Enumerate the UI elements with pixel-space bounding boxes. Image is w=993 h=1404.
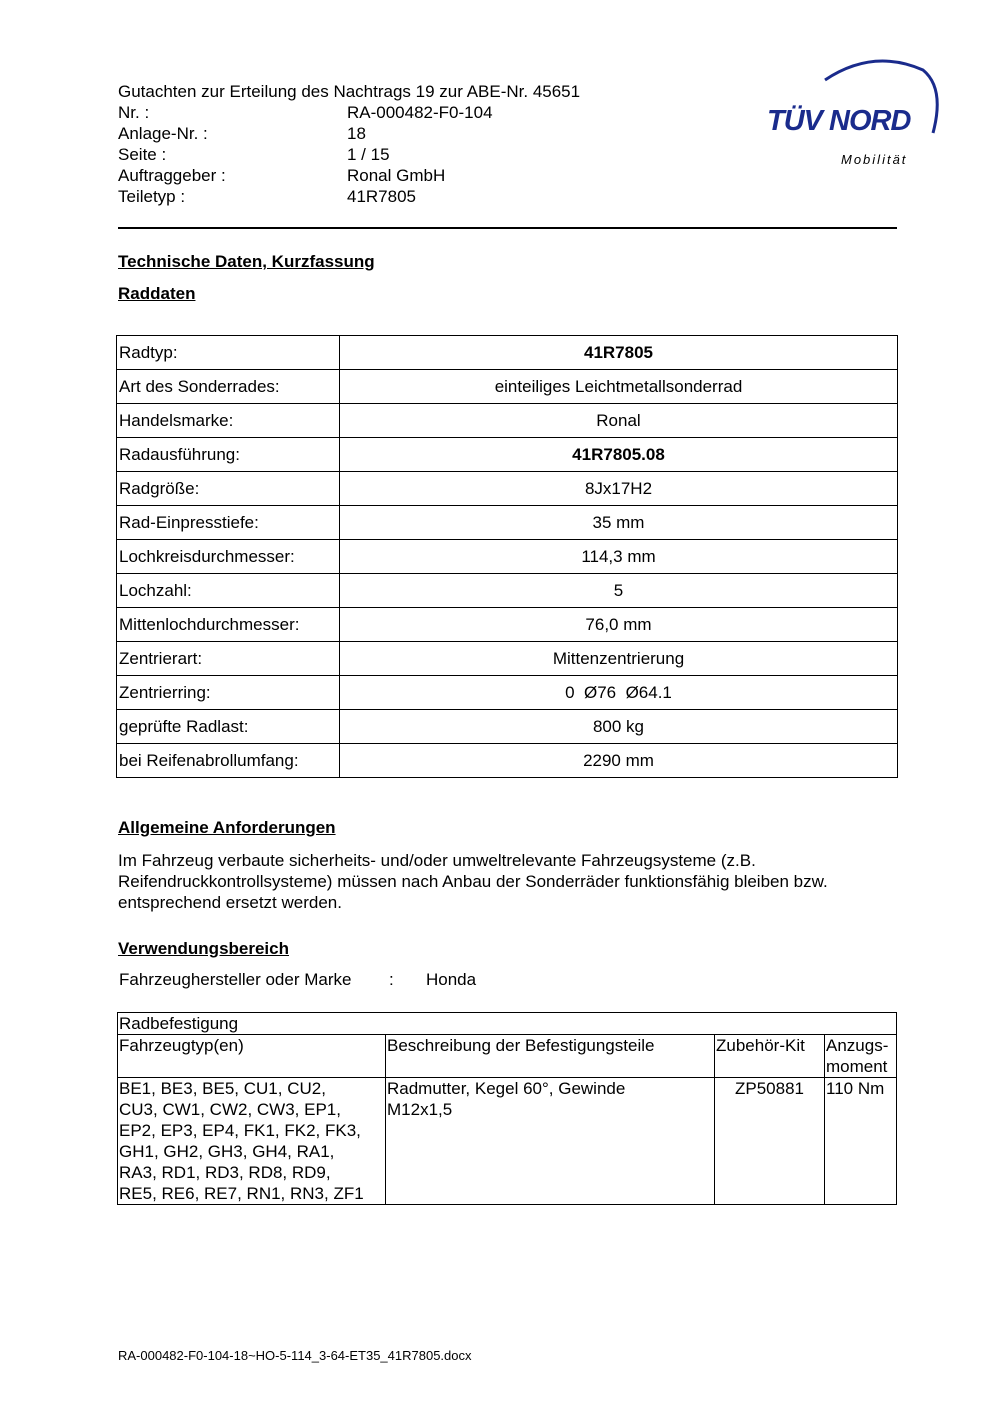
table-caption: Radbefestigung (118, 1013, 897, 1035)
header-line: moment (826, 1057, 888, 1076)
document-title: Gutachten zur Erteilung des Nachtrags 19 zur ABE-Nr. 45651 (118, 82, 581, 101)
table-value: 2290 mm (340, 744, 898, 778)
table-row (117, 574, 898, 608)
fastener-table (117, 1012, 897, 1205)
table-value: 5 (340, 574, 898, 608)
column-header: Fahrzeugtyp(en) (118, 1035, 386, 1078)
table-row (117, 404, 898, 438)
header-key: Seite : (118, 145, 167, 164)
header-line: Anzugs- (826, 1036, 889, 1055)
header-row (118, 165, 493, 186)
fastener-description-cell (386, 1078, 715, 1205)
header-row (118, 186, 493, 207)
table-key: Radgröße: (117, 472, 340, 506)
table-value: Ronal (340, 404, 898, 438)
header-key: Nr. : (118, 103, 150, 122)
table-row (117, 676, 898, 710)
column-header: Zubehör-Kit (715, 1035, 825, 1078)
table-key: Art des Sonderrades: (117, 370, 340, 404)
table-value: 8Jx17H2 (340, 472, 898, 506)
accessory-kit-cell: ZP50881 (715, 1078, 825, 1205)
table-row (117, 710, 898, 744)
table-key: Lochzahl: (117, 574, 340, 608)
header-key: Teiletyp : (118, 187, 186, 206)
manufacturer-line (119, 970, 476, 990)
table-row (117, 506, 898, 540)
table-row (117, 336, 898, 370)
header-key: Anlage-Nr. : (118, 124, 208, 143)
table-key: Radausführung: (117, 438, 340, 472)
vehicle-types-line: RA3, RD1, RD3, RD8, RD9, (119, 1163, 331, 1182)
table-value: 114,3 mm (340, 540, 898, 574)
table-row (118, 1078, 897, 1205)
header-info (118, 102, 493, 207)
table-key: bei Reifenabrollumfang: (117, 744, 340, 778)
section-title-allgemein: Allgemeine Anforderungen (118, 818, 336, 837)
table-value: 800 kg (340, 710, 898, 744)
manufacturer-separator: : (389, 970, 394, 989)
tuv-nord-logo (763, 58, 943, 170)
section-title-raddaten: Raddaten (118, 284, 196, 303)
table-key: Rad-Einpresstiefe: (117, 506, 340, 540)
logo-wordmark: TÜV NORD (767, 105, 911, 137)
table-key: Zentrierring: (117, 676, 340, 710)
table-key: geprüfte Radlast: (117, 710, 340, 744)
allgemein-paragraph: Im Fahrzeug verbaute sicherheits- und/oder umweltrelevante Fahrzeugsysteme (z.B. Reifendruckkontrollsysteme) müssen nach Anbau der Sonderräder funktionsfähig bleiben bzw. entsprechend ersetzt werden. (118, 851, 828, 912)
table-header-row (118, 1035, 897, 1078)
table-value: 41R7805.08 (340, 438, 898, 472)
table-row (117, 642, 898, 676)
vehicle-types-line: CU3, CW1, CW2, CW3, EP1, (119, 1100, 341, 1119)
table-key: Mittenlochdurchmesser: (117, 608, 340, 642)
table-row (117, 438, 898, 472)
header-value: 1 / 15 (347, 145, 390, 164)
header-row (118, 144, 493, 165)
header-value: RA-000482-F0-104 (347, 103, 493, 122)
rad-data-table (116, 335, 898, 778)
table-key: Lochkreisdurchmesser: (117, 540, 340, 574)
table-value: 76,0 mm (340, 608, 898, 642)
vehicle-types-cell (118, 1078, 386, 1205)
table-key: Radtyp: (117, 336, 340, 370)
vehicle-types-line: BE1, BE3, BE5, CU1, CU2, (119, 1079, 326, 1098)
header-value: Ronal GmbH (347, 166, 446, 185)
description-line: Radmutter, Kegel 60°, Gewinde (387, 1079, 626, 1098)
table-value: Mittenzentrierung (340, 642, 898, 676)
header-key: Auftraggeber : (118, 166, 226, 185)
column-header-torque (825, 1035, 897, 1078)
table-key: Zentrierart: (117, 642, 340, 676)
table-value: 35 mm (340, 506, 898, 540)
vehicle-types-line: GH1, GH2, GH3, GH4, RA1, (119, 1142, 335, 1161)
footer-filename: RA-000482-F0-104-18~HO-5-114_3-64-ET35_41R7805.docx (118, 1348, 472, 1363)
table-row (117, 744, 898, 778)
table-row (117, 608, 898, 642)
table-value: 41R7805 (340, 336, 898, 370)
header-row (118, 123, 493, 144)
logo-subtext: Mobilität (841, 152, 908, 167)
section-title-tech: Technische Daten, Kurzfassung (118, 252, 375, 271)
table-row (117, 472, 898, 506)
column-header: Beschreibung der Befestigungsteile (386, 1035, 715, 1078)
header-value: 41R7805 (347, 187, 417, 206)
table-caption-row (118, 1013, 897, 1035)
table-row (117, 370, 898, 404)
table-value: 0 Ø76 Ø64.1 (340, 676, 898, 710)
table-value: einteiliges Leichtmetallsonderrad (340, 370, 898, 404)
vehicle-types-line: RE5, RE6, RE7, RN1, RN3, ZF1 (119, 1184, 364, 1203)
header-value: 18 (347, 124, 366, 143)
section-title-verwendung: Verwendungsbereich (118, 939, 289, 958)
header-row (118, 102, 493, 123)
description-line: M12x1,5 (387, 1100, 453, 1119)
manufacturer-label: Fahrzeughersteller oder Marke (119, 970, 352, 989)
manufacturer-value: Honda (426, 970, 477, 989)
table-row (117, 540, 898, 574)
header-divider (118, 227, 897, 229)
table-key: Handelsmarke: (117, 404, 340, 438)
torque-cell: 110 Nm (825, 1078, 897, 1205)
vehicle-types-line: EP2, EP3, EP4, FK1, FK2, FK3, (119, 1121, 361, 1140)
